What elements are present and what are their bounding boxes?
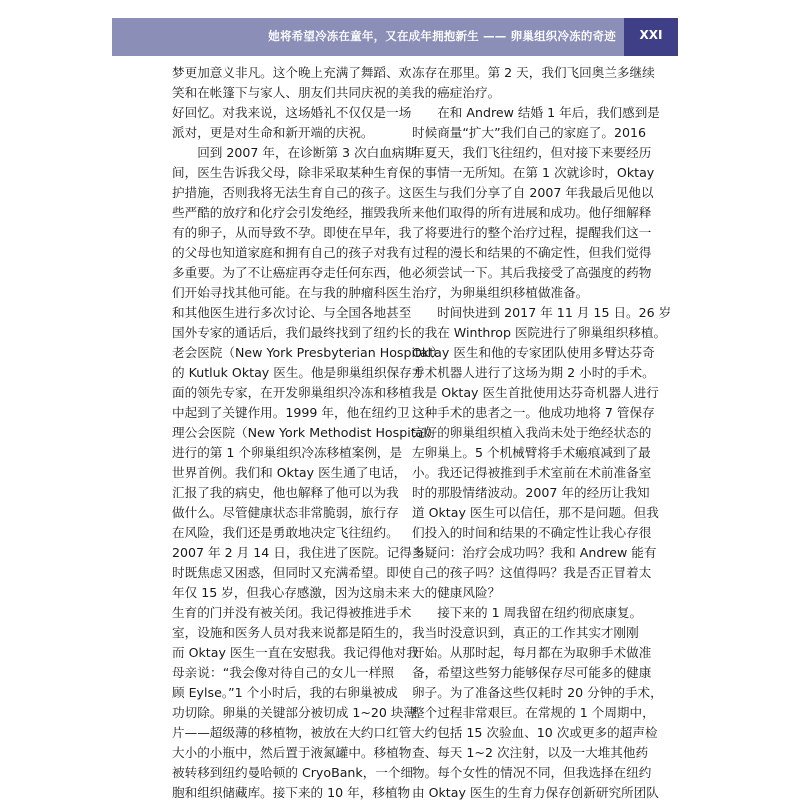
text-line: 世界首例。我们和 Oktay 医生通了电话， <box>172 465 407 480</box>
text-line: 我的癌症治疗。 <box>412 85 501 100</box>
text-line: 的 Kutluk Oktay 医生。他是卵巢组织保存方 <box>172 365 425 380</box>
text-line: 医生与我们分享了自 2007 年我最后见他以 <box>412 185 654 200</box>
text-line: 在风险，我们还是勇敢地决定飞往纽约。 <box>172 525 399 540</box>
text-line: 由 Oktay 医生的生育力保存创新研究所团队 <box>412 785 659 800</box>
text-line: 时的那股情绪波动。2007 年的经历让我知 <box>412 485 650 500</box>
text-line: 自己的孩子吗？这值得吗？我是否正冒着太 <box>412 565 652 580</box>
text-line: 过程的漫长和结果的不确定性，但我们觉得 <box>412 245 652 260</box>
text-line: 备，希望这些努力能够保存尽可能多的健康 <box>412 665 652 680</box>
text-line: 梦更加意义非凡。这个晚上充满了舞蹈、欢 <box>172 65 412 80</box>
text-line: 我当时没意识到，真正的工作其实才刚刚 <box>412 625 639 640</box>
text-line: 物。每个女性的情况不同，但我选择在纽约 <box>412 765 652 780</box>
text-line: 左卵巢上。5 个机械臂将手术瘢痕减到了最 <box>412 445 651 460</box>
text-line: 的事情一无所知。在第 1 次就诊时，Oktay <box>412 165 655 180</box>
text-line: 必须尝试一下。其后我接受了高强度的药物 <box>412 265 652 280</box>
text-line: 完好的卵巢组织植入我尚未处于绝经状态的 <box>412 425 652 440</box>
text-line: 和其他医生进行多次讨论、与全国各地甚至 <box>172 305 412 320</box>
text-line: 接下来的 1 周我留在纽约彻底康复。 <box>412 605 643 620</box>
text-line: 这种手术的患者之一。他成功地将 7 管保存 <box>412 405 655 420</box>
text-line: 笑和在帐篷下与家人、朋友们共同庆祝的美 <box>172 85 412 100</box>
text-line: 国外专家的通话后，我们最终找到了纽约长 <box>172 325 412 340</box>
text-line: 们投入的时间和结果的不确定性让我心存很 <box>412 525 652 540</box>
text-line: 小。我还记得被推到手术室前在术前准备室 <box>412 465 652 480</box>
text-line: 时候商量“扩大”我们自己的家庭了。2016 <box>412 125 647 140</box>
text-line: 2007 年 2 月 14 日，我住进了医院。记得当 <box>172 545 425 560</box>
text-line: 有的卵子，从而导致不孕。即使在早年，我 <box>172 225 412 240</box>
text-line: 而 Oktay 医生一直在安慰我。我记得他对我 <box>172 645 419 660</box>
text-line: 大约包括 15 次验血、10 次或更多的超声检 <box>412 725 658 740</box>
text-line: 派对，更是对生命和新开端的庆祝。 <box>172 125 374 140</box>
text-line: 大小的小瓶中，然后置于液氮罐中。移植物 <box>172 745 412 760</box>
text-line: 整个过程非常艰巨。在常规的 1 个周期中， <box>412 705 655 720</box>
text-line: 卵子。为了准备这些仅耗时 20 分钟的手术， <box>412 685 663 700</box>
text-line: 的父母也知道家庭和拥有自己的孩子对我有 <box>172 245 412 260</box>
text-line: 多重要。为了不让癌症再夺走任何东西，他 <box>172 265 412 280</box>
text-line: 护措施，否则我将无法生育自己的孩子。这 <box>172 185 412 200</box>
text-line: 理公会医院（New York Methodist Hospital） <box>172 425 440 440</box>
text-line: 时既焦虑又困惑，但同时又充满希望。即使 <box>172 565 412 580</box>
right-text-column <box>412 63 672 803</box>
text-line: 老会医院（New York Presbyterian Hospital） <box>172 345 444 360</box>
text-line: 多疑问：治疗会成功吗？我和 Andrew 能有 <box>412 545 657 560</box>
text-line: Oktay 医生和他的专家团队使用多臂达芬奇 <box>412 345 655 360</box>
text-line: 中起到了关键作用。1999 年，他在纽约卫 <box>172 405 410 420</box>
page-number: XXI <box>639 28 663 42</box>
text-line: 片——超级薄的移植物，被放在大约口红管 <box>172 725 412 740</box>
text-line: 母亲说：“我会像对待自己的女儿一样照 <box>172 665 394 680</box>
text-line: 年仅 15 岁，但我心存感激，因为这扇未来 <box>172 585 411 600</box>
text-line: 在和 Andrew 结婚 1 年后，我们感到是 <box>412 105 660 120</box>
text-line: 功切除。卵巢的关键部分被切成 1~20 块薄 <box>172 705 417 720</box>
text-line: 室，设施和医务人员对我来说都是陌生的， <box>172 625 412 640</box>
text-line: 道 Oktay 医生可以信任，那不是问题。但我 <box>412 505 659 520</box>
text-line: 汇报了我的病史，他也解释了他可以为我 <box>172 485 399 500</box>
text-line: 被转移到纽约曼哈顿的 CryoBank，一个细 <box>172 765 414 780</box>
text-line: 生育的门并没有被关闭。我记得被推进手术 <box>172 605 412 620</box>
text-line: 了将要进行的整个治疗过程，提醒我们这一 <box>412 225 652 240</box>
text-line: 进行的第 1 个卵巢组织冷冻移植案例，是 <box>172 445 403 460</box>
text-line: 顾 Eylse。”1 个小时后，我的右卵巢被成 <box>172 685 398 700</box>
text-line: 好回忆。对我来说，这场婚礼不仅仅是一场 <box>172 105 412 120</box>
text-line: 面的领先专家，在开发卵巢组织冷冻和移植 <box>172 385 412 400</box>
text-line: 回到 2007 年，在诊断第 3 次白血病期 <box>172 145 417 160</box>
text-line: 冻存在那里。第 2 天，我们飞回奥兰多继续 <box>412 65 655 80</box>
text-line: 时间快进到 2017 年 11 月 15 日。26 岁 <box>412 305 672 320</box>
text-line: 开始。从那时起，每月都在为取卵手术做准 <box>412 645 652 660</box>
text-line: 治疗，为卵巢组织移植做准备。 <box>412 285 589 300</box>
text-line: 查、每天 1~2 次注射，以及一大堆其他药 <box>412 745 649 760</box>
text-line: 我是 Oktay 医生首批使用达芬奇机器人进行 <box>412 385 659 400</box>
text-line: 些严酷的放疗和化疗会引发绝经，摧毁我所 <box>172 205 412 220</box>
text-line: 年夏天，我们飞往纽约，但对接下来要经历 <box>412 145 652 160</box>
text-line: 来他们取得的所有进展和成功。他仔细解释 <box>412 205 652 220</box>
text-line: 间，医生告诉我父母，除非采取某种生育保 <box>172 165 412 180</box>
text-line: 手术机器人进行了这场为期 2 小时的手术。 <box>412 365 655 380</box>
running-header-title: 她将希望冷冻在童年，又在成年拥抱新生 —— 卵巢组织冷冻的奇迹 <box>268 29 616 43</box>
text-line: 们开始寻找其他可能。在与我的肿瘤科医生 <box>172 285 412 300</box>
text-line: 做什么。尽管健康状态非常脆弱，旅行存 <box>172 505 399 520</box>
text-line: 大的健康风险？ <box>412 585 501 600</box>
text-line: 的我在 Winthrop 医院进行了卵巢组织移植。 <box>412 325 667 340</box>
left-text-column <box>172 63 444 803</box>
text-line: 胞和组织储藏库。接下来的 10 年，移植物 <box>172 785 411 800</box>
